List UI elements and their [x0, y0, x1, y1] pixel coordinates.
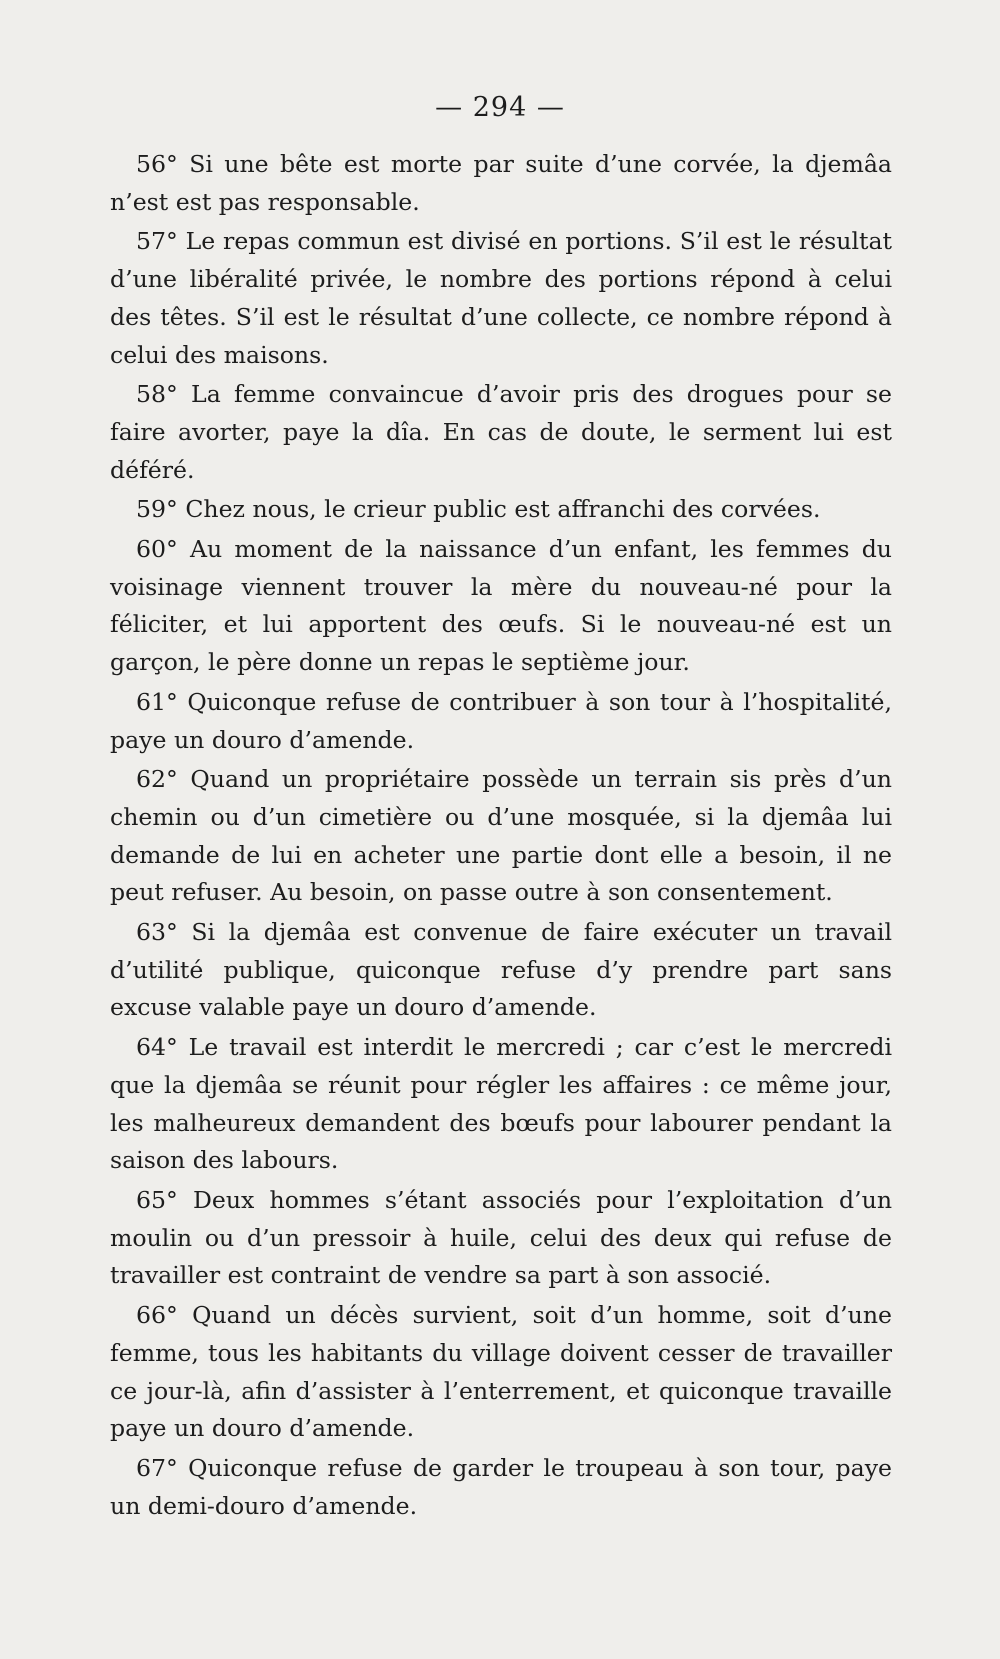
paragraph-60 [110, 531, 892, 682]
paragraph-number: 58° [136, 380, 178, 409]
paragraph-text: Le travail est interdit le mercredi ; car c’est le mercredi que la djemâa se réunit pour régler les affaires : ce même jour, les malheureux demandent des bœufs pour labourer pendant la saison des labours. [110, 1033, 892, 1175]
paragraph-text: Au moment de la naissance d’un enfant, les femmes du voisinage viennent trouver la mère du nouveau-né pour la féliciter, et lui apportent des œufs. Si le nouveau-né est un garçon, le père donne un repas le septième jour. [110, 535, 893, 677]
paragraph-number: 66° [136, 1301, 178, 1330]
paragraph-56 [110, 146, 892, 221]
paragraph-66 [110, 1297, 892, 1448]
paragraph-text: Quiconque refuse de garder le troupeau à son tour, paye un demi-douro d’amende. [110, 1453, 893, 1520]
paragraph-text: Deux hommes s’étant associés pour l’exploitation d’un moulin ou d’un pressoir à huile, celui des deux qui refuse de travailler est contraint de vendre sa part à son associé. [110, 1185, 893, 1290]
paragraph-62 [110, 761, 892, 912]
paragraph-58 [110, 376, 892, 489]
paragraph-67 [110, 1450, 892, 1525]
paragraph-65 [110, 1182, 892, 1295]
paragraph-number: 59° [136, 495, 178, 524]
paragraph-59 [110, 491, 892, 529]
paragraph-number: 56° [136, 150, 178, 178]
paragraph-63 [110, 914, 892, 1027]
paragraph-text: Quand un propriétaire possède un terrain sis près d’un chemin ou d’un cimetière ou d’une mosquée, si la djemâa lui demande de lui en acheter une partie dont elle a besoin, il ne peut refuser. Au besoin, on passe outre à son consentement. [110, 765, 892, 907]
paragraph-text: La femme convaincue d’avoir pris des drogues pour se faire avorter, paye la dîa. En cas de doute, le serment lui est déféré. [110, 380, 893, 484]
paragraph-text: Si la djemâa est convenue de faire exécuter un travail d’utilité publique, quiconque refuse d’y prendre part sans excuse valable paye un douro d’amende. [110, 918, 892, 1022]
paragraph-text: Quand un décès survient, soit d’un homme, soit d’une femme, tous les habitants du village doivent cesser de travailler ce jour-là, afin d’assister à l’enterrement, et quiconque travaille paye un douro d’amende. [110, 1301, 893, 1443]
paragraph-number: 60° [136, 535, 178, 564]
paragraph-57 [110, 223, 892, 374]
paragraph-number: 64° [136, 1033, 178, 1062]
paragraph-text: Si une bête est morte par suite d’une corvée, la djemâa n’est est pas responsable. [110, 150, 892, 216]
paragraph-number: 61° [136, 687, 178, 716]
paragraph-text: Quiconque refuse de contribuer à son tour à l’hospitalité, paye un douro d’amende. [110, 687, 893, 754]
paragraph-number: 63° [136, 918, 178, 947]
paragraph-61 [110, 684, 892, 759]
paragraph-number: 67° [136, 1453, 178, 1482]
paragraph-text: Chez nous, le crieur public est affranchi des corvées. [185, 495, 821, 524]
paragraph-number: 65° [136, 1185, 178, 1214]
page-body [110, 146, 892, 1527]
paragraph-number: 62° [136, 765, 178, 794]
paragraph-64 [110, 1029, 892, 1180]
page-number: — 294 — [435, 92, 565, 123]
paragraph-number: 57° [136, 227, 178, 256]
paragraph-text: Le repas commun est divisé en portions. S’il est le résultat d’une libéralité privée, le nombre des portions répond à celui des têtes. S’il est le résultat d’une collecte, ce nombre répond à celui des maisons. [110, 227, 893, 369]
